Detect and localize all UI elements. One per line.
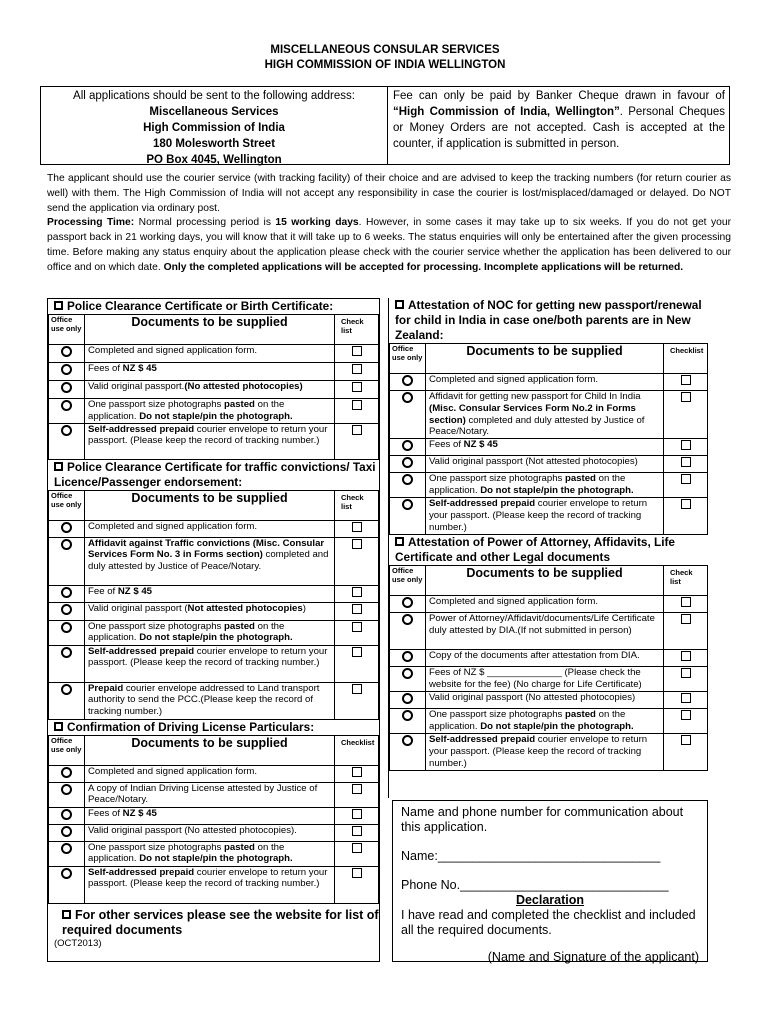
office-circle[interactable] <box>402 651 413 662</box>
fee-text-post: . Personal Cheques or Money Orders are not accepted. Cash is accepted at the counter, if application is submitted in person. <box>393 106 725 150</box>
doc-item: Completed and signed application form. <box>426 374 664 391</box>
checklist-box[interactable] <box>681 597 691 607</box>
doc-item: Copy of the documents after attestation from DIA. <box>426 650 664 667</box>
address-intro: All applications should be sent to the following address: <box>73 90 355 102</box>
office-circle[interactable] <box>402 597 413 608</box>
checklist-box[interactable] <box>352 539 362 549</box>
poa-table <box>389 565 708 771</box>
doc-item: Self-addressed prepaid courier envelope to return your passport. (Please keep the record of tracking number.) <box>85 645 335 682</box>
section-checkbox[interactable] <box>54 462 63 471</box>
section-title-text: Police Clearance Certificate or Birth Certificate: <box>67 299 334 313</box>
checklist-box[interactable] <box>681 668 691 678</box>
contact-intro: Name and phone number for communication about this application. <box>401 805 684 834</box>
checklist-box[interactable] <box>681 457 691 467</box>
signature-label: (Name and Signature of the applicant) <box>487 950 699 964</box>
checklist-box[interactable] <box>352 604 362 614</box>
phone-field[interactable]: Phone No.______________________________ <box>401 878 669 892</box>
address-line: PO Box 4045, Wellington <box>146 154 282 166</box>
office-circle[interactable] <box>61 364 72 375</box>
office-circle[interactable] <box>61 826 72 837</box>
doc-item: Valid original passport (No attested photocopies). <box>85 824 335 841</box>
checklist-box[interactable] <box>352 364 362 374</box>
processing-label: Processing Time: <box>47 217 135 229</box>
checklist-box[interactable] <box>352 382 362 392</box>
office-circle[interactable] <box>402 457 413 468</box>
driving-table <box>48 735 379 904</box>
doc-item: One passport size photographs pasted on the application. Do not staple/pin the photograph. <box>85 841 335 866</box>
office-use-header: Office use only <box>390 566 426 596</box>
office-circle[interactable] <box>402 474 413 485</box>
doc-item: Affidavit against Traffic convictions (Misc. Consular Services Form No. 3 in Forms section) completed and duly attested by Justice of Peace/Notary. <box>85 537 335 585</box>
office-circle[interactable] <box>402 375 413 386</box>
address-line: 180 Molesworth Street <box>152 138 276 150</box>
checklist-box[interactable] <box>352 425 362 435</box>
documents-header: Documents to be supplied <box>426 344 664 374</box>
office-circle[interactable] <box>402 440 413 451</box>
doc-item: A copy of Indian Driving License attested by Justice of Peace/Notary. <box>85 782 335 807</box>
doc-item: One passport size photographs pasted on the application. Do not staple/pin the photograph. <box>426 473 664 498</box>
office-use-header: Office use only <box>49 490 85 520</box>
checklist-box[interactable] <box>681 614 691 624</box>
section-title-pcc <box>48 299 379 314</box>
declaration-title: Declaration <box>515 893 585 907</box>
section-title-text: Police Clearance Certificate for traffic convictions/ Taxi Licence/Passenger endorsement: <box>54 459 376 489</box>
documents-header: Documents to be supplied <box>426 566 664 596</box>
address-line: Miscellaneous Services <box>149 106 279 118</box>
processing-text: Normal processing period is <box>134 217 276 229</box>
processing-text: . However, in some cases it may take up to six weeks. If you do not get your passport back in 21 working days, you will know that it will take up to 6 weeks. The status enquiries will only be entertained after the given processing time. Before making any status enquiry about the application please check with the courier service whether the application has been delivered to our office and on which date. <box>47 217 731 273</box>
doc-item: One passport size photographs pasted on the application. Do not staple/pin the photograph. <box>426 709 664 734</box>
doc-item: Affidavit for getting new passport for Child In India (Misc. Consular Services Form No.2 in Forms section) completed and duly attested by Justice of Peace/Notary. <box>426 391 664 439</box>
doc-item: Fees of NZ $ 45 <box>85 363 335 381</box>
version-label: (OCT2013) <box>54 937 102 949</box>
office-circle[interactable] <box>61 809 72 820</box>
office-circle[interactable] <box>61 843 72 854</box>
checklist-box[interactable] <box>352 522 362 532</box>
checklist-box[interactable] <box>681 440 691 450</box>
checklist-box[interactable] <box>352 684 362 694</box>
address-block <box>41 87 388 164</box>
fee-text-pre: Fee can only be paid by Banker Cheque drawn in favour of <box>393 90 725 102</box>
doc-item: Completed and signed application form. <box>85 520 335 537</box>
office-use-header: Office use only <box>390 344 426 374</box>
office-circle[interactable] <box>61 382 72 393</box>
noc-table <box>389 343 708 535</box>
checklist-box[interactable] <box>681 651 691 661</box>
section-checkbox[interactable] <box>54 722 63 731</box>
courier-paragraph: The applicant should use the courier service (with tracking facility) of their choice and are advised to keep the tracking numbers (for return courier as well) with them. The High Commission of India will not accept any responsibility in case the courier is lost/misplaced/damaged or delayed. Do NOT send the application via ordinary post. <box>47 173 731 214</box>
checklist-box[interactable] <box>681 375 691 385</box>
doc-item: Valid original passport.(No attested photocopies) <box>85 381 335 399</box>
office-circle[interactable] <box>402 735 413 746</box>
office-circle[interactable] <box>402 668 413 679</box>
doc-item: Self-addressed prepaid courier envelope to return your passport. (Please keep the record of tracking number.) <box>426 498 664 535</box>
doc-item: Fees of NZ $ ______________ (Please check the website for the fee) (No charge for Life Certificate) <box>426 667 664 692</box>
section-title-poa <box>389 535 708 565</box>
check-header: Check list <box>664 566 708 596</box>
section-title-driving <box>48 720 379 735</box>
checklist-box[interactable] <box>352 843 362 853</box>
office-circle[interactable] <box>61 400 72 411</box>
fee-block <box>388 87 729 164</box>
other-services-note <box>48 904 379 938</box>
contact-declaration-box <box>392 800 708 962</box>
documents-header: Documents to be supplied <box>85 315 335 345</box>
checklist-box[interactable] <box>352 784 362 794</box>
doc-item: Valid original passport (Not attested photocopies) <box>85 602 335 620</box>
documents-header: Documents to be supplied <box>85 735 335 765</box>
doc-item: Valid original passport (No attested photocopies) <box>426 692 664 709</box>
office-circle[interactable] <box>61 539 72 550</box>
checklist-box[interactable] <box>352 809 362 819</box>
header-line-1: MISCELLANEOUS CONSULAR SERVICES <box>270 44 500 56</box>
other-services-text: For other services please see the website for list of required documents <box>62 907 379 937</box>
declaration-text: I have read and completed the checklist and included all the required documents. <box>401 908 696 937</box>
office-circle[interactable] <box>402 693 413 704</box>
office-circle[interactable] <box>61 647 72 658</box>
office-circle[interactable] <box>61 604 72 615</box>
section-title-text: Attestation of Power of Attorney, Affidavits, Life Certificate and other Legal documents <box>395 535 675 565</box>
checklist-box[interactable] <box>352 622 362 632</box>
address-fee-box <box>40 86 730 165</box>
check-header: Check list <box>335 315 379 345</box>
office-circle[interactable] <box>61 346 72 357</box>
right-column <box>388 298 708 798</box>
checklist-box[interactable] <box>352 400 362 410</box>
doc-item: Self-addressed prepaid courier envelope to return your passport. (Please keep the record of tracking number.) <box>85 423 335 459</box>
doc-item: Self-addressed prepaid courier envelope to return your passport. (Please keep the record of tracking number.) <box>85 866 335 903</box>
office-use-header: Office use only <box>49 315 85 345</box>
office-circle[interactable] <box>402 499 413 510</box>
section-checkbox[interactable] <box>395 300 404 309</box>
checklist-box[interactable] <box>681 735 691 745</box>
document-header <box>0 43 770 73</box>
section-checkbox[interactable] <box>62 910 71 919</box>
checklist-box[interactable] <box>352 767 362 777</box>
office-circle[interactable] <box>61 784 72 795</box>
checklist-box[interactable] <box>352 826 362 836</box>
section-title-traffic <box>48 460 379 490</box>
checklist-box[interactable] <box>681 693 691 703</box>
section-checkbox[interactable] <box>395 537 404 546</box>
documents-header: Documents to be supplied <box>85 490 335 520</box>
processing-paragraph <box>47 216 731 275</box>
office-circle[interactable] <box>61 868 72 879</box>
processing-warning: Only the completed applications will be accepted for processing. Incomplete applications will be returned. <box>163 261 684 273</box>
doc-item: Fees of NZ $ 45 <box>85 807 335 824</box>
check-header: Checklist <box>664 344 708 374</box>
office-use-header: Office use only <box>49 735 85 765</box>
office-circle[interactable] <box>402 392 413 403</box>
fee-payee: “High Commission of India, Wellington” <box>393 106 620 118</box>
checklist-box[interactable] <box>681 392 691 402</box>
checklist-box[interactable] <box>681 474 691 484</box>
office-circle[interactable] <box>61 522 72 533</box>
checklist-box[interactable] <box>352 868 362 878</box>
doc-item: Fee of NZ $ 45 <box>85 585 335 602</box>
section-title-text: Confirmation of Driving License Particulars: <box>67 719 315 734</box>
doc-item: Valid original passport (Not attested photocopies) <box>426 456 664 473</box>
doc-item: Completed and signed application form. <box>85 765 335 782</box>
doc-item: Self-addressed prepaid courier envelope to return your passport. (Please keep the record of tracking number.) <box>426 734 664 771</box>
office-circle[interactable] <box>61 587 72 598</box>
office-circle[interactable] <box>402 710 413 721</box>
checklist-box[interactable] <box>352 346 362 356</box>
check-header: Check list <box>335 490 379 520</box>
doc-item: One passport size photographs pasted on the application. Do not staple/pin the photograph. <box>85 620 335 645</box>
doc-item: Prepaid courier envelope addressed to Land transport authority to send the PCC.(Please keep the record of tracking number.) <box>85 682 335 719</box>
checklist-box[interactable] <box>681 499 691 509</box>
doc-item: One passport size photographs pasted on the application. Do not staple/pin the photograph. <box>85 399 335 424</box>
office-circle[interactable] <box>402 614 413 625</box>
instructions <box>47 172 731 276</box>
section-checkbox[interactable] <box>54 301 63 310</box>
section-title-noc <box>389 298 708 343</box>
left-column <box>47 298 380 962</box>
check-header: Checklist <box>335 735 379 765</box>
doc-item: Completed and signed application form. <box>426 596 664 613</box>
traffic-table <box>48 490 379 720</box>
processing-days: 15 working days <box>275 217 359 229</box>
checklist-box[interactable] <box>352 647 362 657</box>
office-circle[interactable] <box>61 767 72 778</box>
section-title-text: Attestation of NOC for getting new passport/renewal for child in India in case one/both parents are in New Zealand: <box>395 298 702 342</box>
name-field[interactable]: Name:________________________________ <box>401 849 661 863</box>
office-circle[interactable] <box>61 622 72 633</box>
header-line-2: HIGH COMMISSION OF INDIA WELLINGTON <box>264 59 506 71</box>
doc-item: Completed and signed application form. <box>85 345 335 363</box>
doc-item: Power of Attorney/Affidavit/documents/Life Certificate duly attested by DIA.(If not submitted in person) <box>426 613 664 650</box>
doc-item: Fees of NZ $ 45 <box>426 439 664 456</box>
checklist-box[interactable] <box>352 587 362 597</box>
office-circle[interactable] <box>61 425 72 436</box>
office-circle[interactable] <box>61 684 72 695</box>
pcc-table <box>48 314 379 460</box>
checklist-box[interactable] <box>681 710 691 720</box>
address-line: High Commission of India <box>143 122 285 134</box>
